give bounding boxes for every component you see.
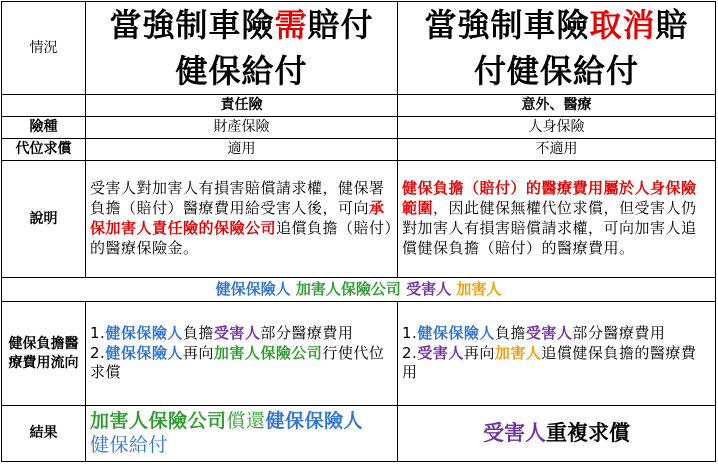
explain-col1-text-c: 追償負擔（賠付）的醫療保險金。 — [90, 219, 393, 257]
process-col2 — [398, 302, 716, 406]
step-text: 再向 — [182, 343, 214, 362]
process-col2-step1 — [402, 324, 711, 344]
process-col1-step2 — [90, 344, 393, 384]
process-col2-step2 — [402, 344, 711, 384]
subrogation-label: 代位求償 — [2, 139, 86, 161]
header-row — [2, 2, 716, 95]
nhi-text: 健保保險人 — [417, 323, 495, 342]
step-text: 部分醫療費用 — [260, 323, 354, 342]
header-col2-pre: 當強制車險 — [424, 6, 590, 44]
subrogation-row — [2, 139, 716, 161]
result-col1 — [86, 406, 398, 462]
header-col2-highlight: 取消 — [589, 6, 656, 44]
victim-text: 受害人 — [417, 343, 464, 362]
result-col2 — [398, 406, 716, 462]
step-number: 1. — [90, 323, 106, 342]
result-text: 償還 — [226, 410, 266, 433]
color-legend — [2, 278, 716, 302]
process-label: 健保負擔醫療費用流向 — [2, 302, 86, 406]
step-text: 行使代位求償 — [90, 343, 385, 382]
legend-insurer: 加害人保險公司 — [295, 279, 401, 298]
subrogation-col1: 適用 — [86, 139, 398, 161]
victim-text: 受害人 — [213, 323, 261, 342]
situation-label: 情況 — [2, 2, 86, 95]
step-text: 追償健保負擔的醫療費用 — [402, 343, 697, 382]
offender-text: 加害人 — [494, 343, 542, 362]
explain-col1-text-a: 受害人對加害人有損害賠償請求權，健保署負擔（賠付）醫療費用給受害人後，可向 — [90, 179, 385, 218]
insurance-col2: 意外、醫療 — [398, 95, 716, 117]
comparison-table — [1, 1, 716, 462]
header-col1-post: 賠付 — [307, 6, 374, 44]
explain-label: 說明 — [2, 161, 86, 278]
subrogation-col2: 不適用 — [398, 139, 716, 161]
victim-text: 受害人 — [525, 323, 573, 342]
legend-victim: 受害人 — [406, 279, 452, 298]
type-label: 險種 — [2, 117, 86, 139]
insurance-col1: 責任險 — [86, 95, 398, 117]
step-text: 部分醫療費用 — [572, 323, 666, 342]
step-number: 2. — [90, 343, 106, 362]
step-text: 負擔 — [494, 323, 526, 342]
explain-col1-highlight: 承保加害人責任險的保險公司 — [90, 199, 385, 237]
explain-col2-highlight: 健保負擔（賠付）的醫療費用屬於人身保險範圍 — [402, 179, 697, 218]
explain-col2-text-b: ，因此健保無權代位求償，但受害人仍對加害人有損害賠償請求權，可向加害人追償健保負擔（賠付）的醫療費用。 — [402, 199, 697, 257]
step-number: 2. — [402, 343, 418, 362]
header-col1-pre: 當強制車險 — [109, 6, 275, 44]
result-row — [2, 406, 716, 462]
process-col1-step1 — [90, 324, 393, 344]
explain-row — [2, 161, 716, 278]
result-label: 結果 — [2, 406, 86, 462]
explain-col1 — [86, 161, 398, 278]
header-col1-line2: 健保給付 — [175, 52, 308, 90]
step-text: 再向 — [463, 343, 495, 362]
nhi-text: 健保保險人 — [105, 343, 183, 362]
insurance-row — [2, 95, 716, 117]
nhi-text: 健保保險人 — [265, 410, 364, 433]
victim-text: 受害人 — [483, 420, 546, 445]
result-text: 重複求償 — [546, 420, 630, 445]
legend-nhi: 健保保險人 — [215, 279, 291, 298]
header-col1-highlight: 需 — [274, 6, 308, 44]
type-row — [2, 117, 716, 139]
step-text: 負擔 — [182, 323, 214, 342]
legend-row — [2, 278, 716, 302]
type-col2: 人身保險 — [398, 117, 716, 139]
explain-col2 — [398, 161, 716, 278]
insurer-text: 加害人保險公司 — [213, 343, 323, 362]
insurer-text: 加害人保險公司 — [90, 410, 227, 433]
insurance-empty-cell — [2, 95, 86, 117]
step-number: 1. — [402, 323, 418, 342]
process-row — [2, 302, 716, 406]
header-col1 — [86, 2, 398, 95]
type-col1: 財產保險 — [86, 117, 398, 139]
header-col2-line2: 付健保給付 — [473, 52, 639, 90]
legend-offender: 加害人 — [456, 279, 502, 298]
process-col1 — [86, 302, 398, 406]
header-col2 — [398, 2, 716, 95]
header-col2-post: 賠 — [655, 6, 689, 44]
nhi-text: 健保保險人 — [105, 323, 183, 342]
result-text: 健保給付 — [90, 433, 169, 456]
